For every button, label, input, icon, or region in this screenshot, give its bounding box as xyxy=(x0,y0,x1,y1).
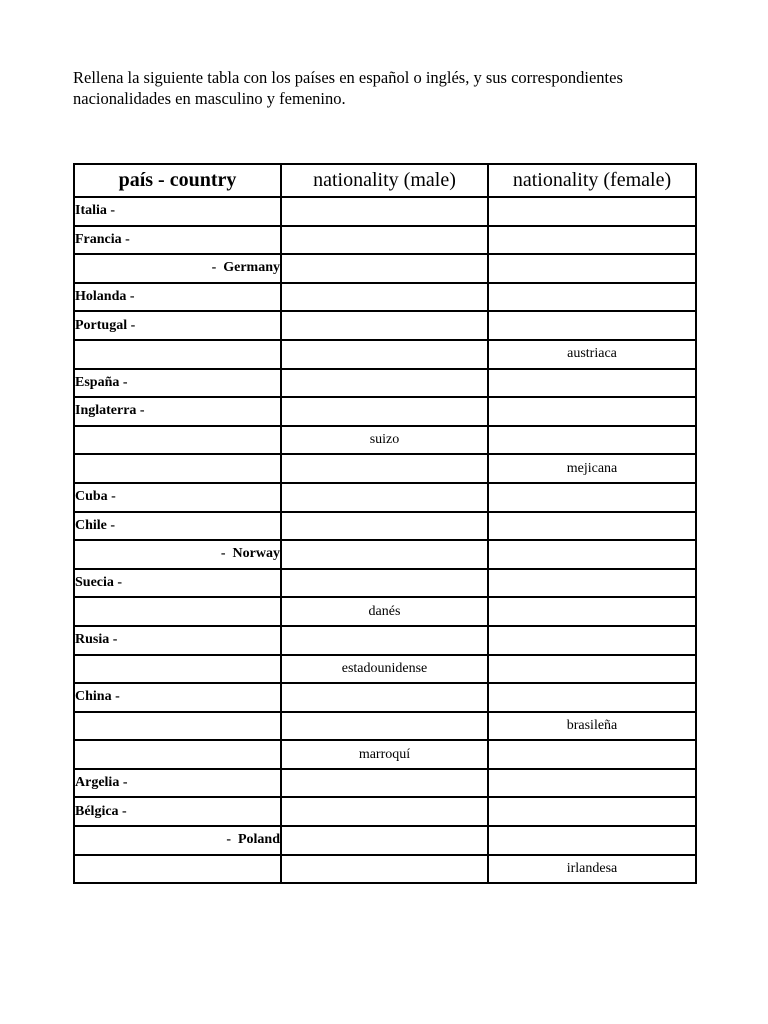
nationality-female-cell[interactable] xyxy=(488,740,696,769)
nationality-female-cell[interactable]: brasileña xyxy=(488,712,696,741)
table-row xyxy=(74,397,696,426)
country-cell[interactable]: Italia - xyxy=(74,197,281,226)
nationality-female-cell[interactable] xyxy=(488,369,696,398)
table-row xyxy=(74,483,696,512)
nationality-male-cell[interactable] xyxy=(281,340,488,369)
country-cell[interactable] xyxy=(74,712,281,741)
nationality-male-cell[interactable] xyxy=(281,569,488,598)
country-cell[interactable]: Chile - xyxy=(74,512,281,541)
nationality-female-cell[interactable] xyxy=(488,426,696,455)
nationality-male-cell[interactable] xyxy=(281,626,488,655)
nationality-male-cell[interactable] xyxy=(281,712,488,741)
instructions-line-2: nacionalidades en masculino y femenino. xyxy=(73,89,346,108)
table-row xyxy=(74,740,696,769)
nationality-table xyxy=(73,163,697,884)
nationality-male-cell[interactable] xyxy=(281,226,488,255)
nationality-female-cell[interactable] xyxy=(488,254,696,283)
nationality-male-cell[interactable] xyxy=(281,369,488,398)
instructions-line-1: Rellena la siguiente tabla con los países en español o inglés, y sus correspondientes xyxy=(73,68,623,87)
country-cell[interactable]: Rusia - xyxy=(74,626,281,655)
nationality-female-cell[interactable] xyxy=(488,626,696,655)
table-row xyxy=(74,683,696,712)
table-row xyxy=(74,512,696,541)
nationality-male-cell[interactable] xyxy=(281,826,488,855)
nationality-female-cell[interactable] xyxy=(488,283,696,312)
table-row xyxy=(74,226,696,255)
country-cell[interactable]: Cuba - xyxy=(74,483,281,512)
nationality-male-cell[interactable] xyxy=(281,683,488,712)
nationality-female-cell[interactable] xyxy=(488,197,696,226)
nationality-female-cell[interactable]: austriaca xyxy=(488,340,696,369)
instructions xyxy=(73,67,713,109)
nationality-male-cell[interactable] xyxy=(281,797,488,826)
table-row xyxy=(74,454,696,483)
nationality-male-cell[interactable] xyxy=(281,769,488,798)
nationality-female-cell[interactable] xyxy=(488,226,696,255)
nationality-female-cell[interactable] xyxy=(488,512,696,541)
country-cell[interactable] xyxy=(74,426,281,455)
nationality-female-cell[interactable] xyxy=(488,397,696,426)
nationality-female-cell[interactable] xyxy=(488,769,696,798)
country-cell[interactable] xyxy=(74,855,281,884)
country-cell[interactable]: Suecia - xyxy=(74,569,281,598)
nationality-female-cell[interactable] xyxy=(488,311,696,340)
country-cell[interactable]: - Poland xyxy=(74,826,281,855)
table-row xyxy=(74,569,696,598)
country-cell[interactable]: Argelia - xyxy=(74,769,281,798)
nationality-female-cell[interactable] xyxy=(488,826,696,855)
table-row xyxy=(74,369,696,398)
country-cell[interactable] xyxy=(74,340,281,369)
table-row xyxy=(74,197,696,226)
header-nationality-male: nationality (male) xyxy=(281,164,488,197)
nationality-male-cell[interactable] xyxy=(281,483,488,512)
table-row xyxy=(74,311,696,340)
nationality-male-cell[interactable] xyxy=(281,254,488,283)
nationality-male-cell[interactable]: suizo xyxy=(281,426,488,455)
nationality-male-cell[interactable] xyxy=(281,283,488,312)
nationality-female-cell[interactable]: irlandesa xyxy=(488,855,696,884)
nationality-male-cell[interactable] xyxy=(281,197,488,226)
table-row xyxy=(74,769,696,798)
country-cell[interactable]: Francia - xyxy=(74,226,281,255)
nationality-female-cell[interactable] xyxy=(488,683,696,712)
country-cell[interactable]: Bélgica - xyxy=(74,797,281,826)
nationality-male-cell[interactable] xyxy=(281,454,488,483)
table-row xyxy=(74,855,696,884)
nationality-female-cell[interactable]: mejicana xyxy=(488,454,696,483)
nationality-male-cell[interactable]: estadounidense xyxy=(281,655,488,684)
table-row xyxy=(74,254,696,283)
table-header-row xyxy=(74,164,696,197)
nationality-female-cell[interactable] xyxy=(488,597,696,626)
country-cell[interactable]: Holanda - xyxy=(74,283,281,312)
nationality-male-cell[interactable] xyxy=(281,855,488,884)
table-body xyxy=(74,197,696,883)
nationality-male-cell[interactable] xyxy=(281,512,488,541)
nationality-male-cell[interactable]: marroquí xyxy=(281,740,488,769)
country-cell[interactable] xyxy=(74,454,281,483)
header-country: país - country xyxy=(74,164,281,197)
country-cell[interactable] xyxy=(74,597,281,626)
country-cell[interactable]: Inglaterra - xyxy=(74,397,281,426)
nationality-female-cell[interactable] xyxy=(488,540,696,569)
table-row xyxy=(74,340,696,369)
table-row xyxy=(74,283,696,312)
nationality-male-cell[interactable]: danés xyxy=(281,597,488,626)
table-row xyxy=(74,712,696,741)
country-cell[interactable]: - Germany xyxy=(74,254,281,283)
country-cell[interactable]: - Norway xyxy=(74,540,281,569)
nationality-female-cell[interactable] xyxy=(488,797,696,826)
table-row xyxy=(74,597,696,626)
nationality-male-cell[interactable] xyxy=(281,311,488,340)
table-row xyxy=(74,655,696,684)
header-nationality-female: nationality (female) xyxy=(488,164,696,197)
nationality-female-cell[interactable] xyxy=(488,483,696,512)
table-row xyxy=(74,626,696,655)
nationality-female-cell[interactable] xyxy=(488,655,696,684)
table-row xyxy=(74,426,696,455)
country-cell[interactable]: España - xyxy=(74,369,281,398)
country-cell[interactable]: Portugal - xyxy=(74,311,281,340)
country-cell[interactable] xyxy=(74,740,281,769)
country-cell[interactable]: China - xyxy=(74,683,281,712)
nationality-female-cell[interactable] xyxy=(488,569,696,598)
nationality-male-cell[interactable] xyxy=(281,397,488,426)
nationality-male-cell[interactable] xyxy=(281,540,488,569)
country-cell[interactable] xyxy=(74,655,281,684)
table-row xyxy=(74,797,696,826)
table-row xyxy=(74,540,696,569)
table-row xyxy=(74,826,696,855)
